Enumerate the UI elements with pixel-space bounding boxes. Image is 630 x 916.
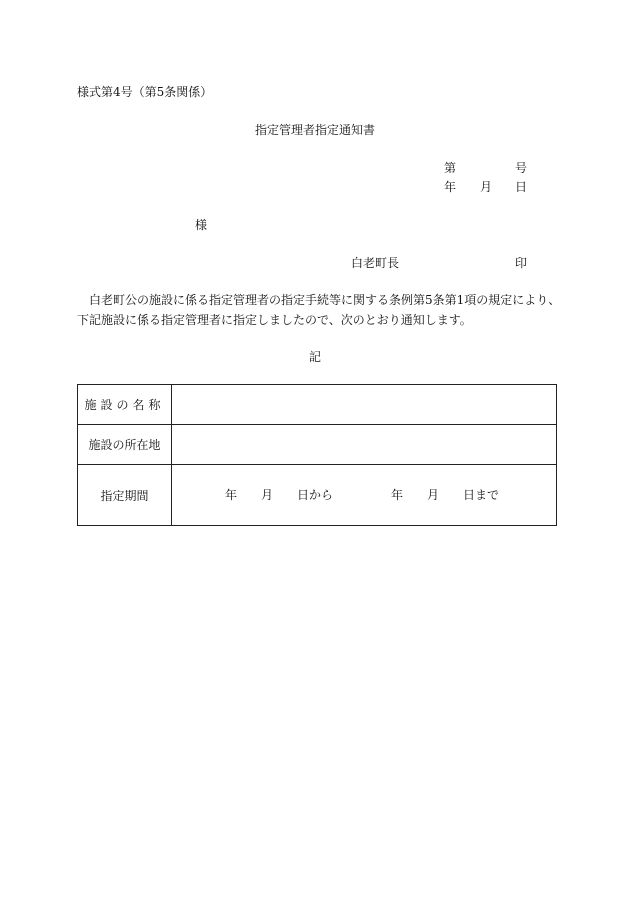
period-end-year: 年: [391, 488, 404, 502]
body-text-line-1: 白老町公の施設に係る指定管理者の指定手続等に関する条例第5条第1項の規定により、: [89, 293, 561, 307]
table-row-facility-location: [78, 425, 557, 465]
issue-date-day: 日: [515, 180, 528, 194]
period-end-day: 日まで: [463, 488, 500, 502]
facility-table: [77, 384, 557, 526]
facility-name-label: 施設の名称: [78, 385, 172, 425]
addressee-honorific: 様: [195, 218, 208, 232]
designation-period-label: 指定期間: [78, 465, 172, 526]
facility-location-label: 施設の所在地: [78, 425, 172, 465]
facility-location-value: [172, 425, 557, 465]
sender-name: 白老町長: [351, 256, 400, 270]
period-start-year: 年: [225, 488, 238, 502]
issue-date-month: 月: [480, 180, 493, 194]
issue-number-suffix: 号: [515, 161, 528, 175]
issue-date-year: 年: [444, 180, 457, 194]
document-title: 指定管理者指定通知書: [254, 123, 375, 137]
issue-number-prefix: 第: [444, 161, 457, 175]
body-text-line-2: 下記施設に係る指定管理者に指定しましたので、次のとおり通知します。: [77, 313, 472, 327]
ki-heading: 記: [308, 350, 321, 364]
period-end-month: 月: [427, 488, 440, 502]
period-start-day: 日から: [297, 488, 334, 502]
table-row-designation-period: [78, 465, 557, 526]
table-row-facility-name: [78, 385, 557, 425]
period-start-month: 月: [261, 488, 274, 502]
designation-period-value: [172, 465, 557, 526]
seal-mark: 印: [515, 256, 528, 270]
form-number: 様式第4号（第5条関係）: [77, 85, 213, 99]
facility-name-value: [172, 385, 557, 425]
